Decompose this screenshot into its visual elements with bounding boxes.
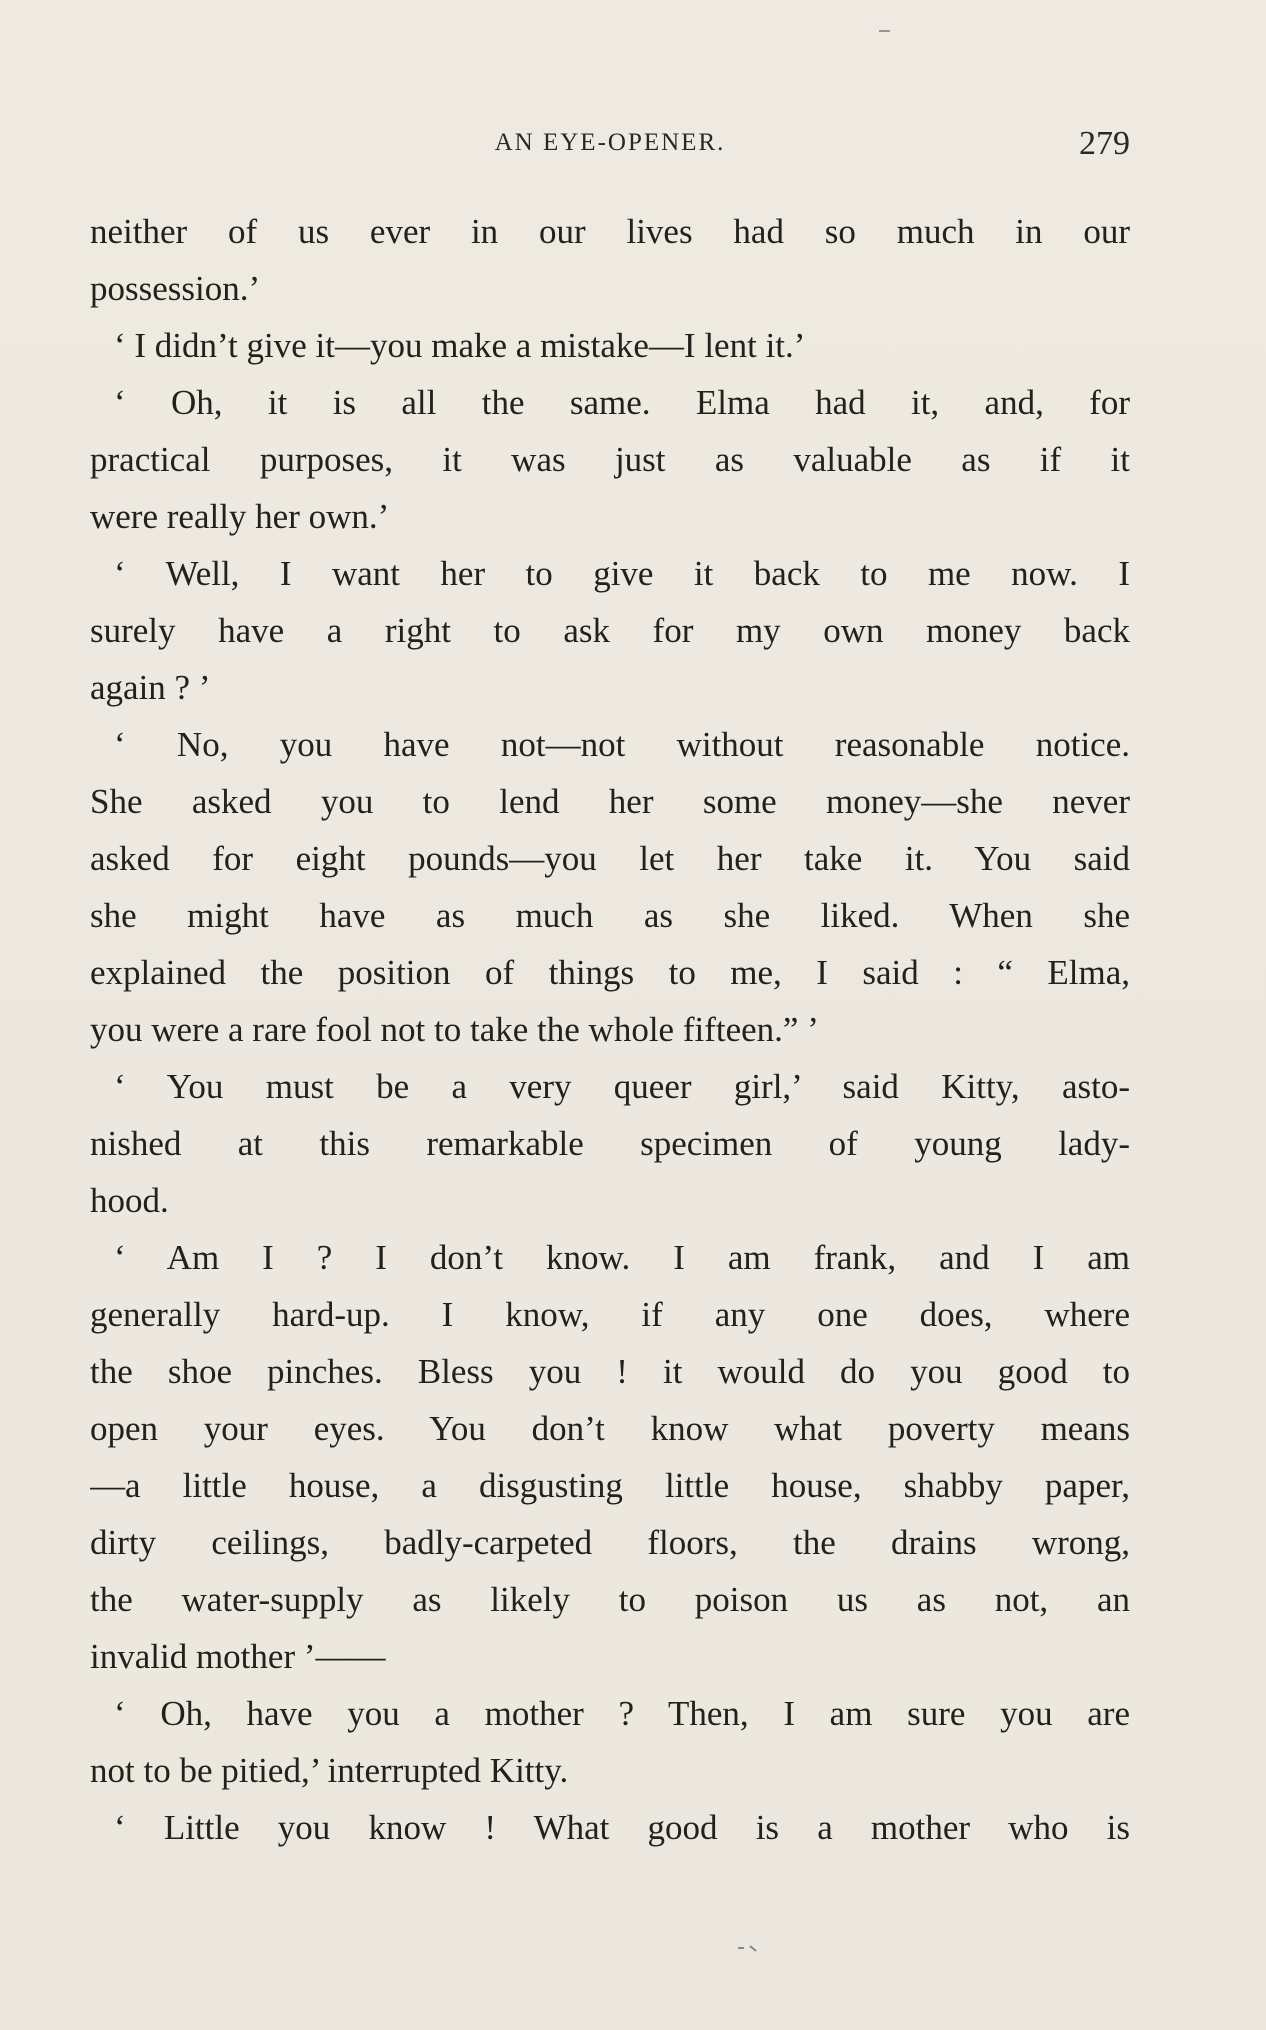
text-line: ‘ I didn’t give it—you make a mistake—I lent it.’ (114, 326, 806, 365)
text-line: not to be pitied,’ interrupted Kitty. (90, 1751, 569, 1790)
text-line: the shoe pinches. Bless you ! it would do you good to (90, 1352, 1130, 1391)
running-title: AN EYE-OPENER. (494, 129, 726, 156)
text-line: explained the position of things to me, I said : “ Elma, (90, 953, 1130, 992)
text-line: ‘ You must be a very queer girl,’ said Kitty, asto- (114, 1067, 1130, 1106)
text-line: ‘ Well, I want her to give it back to me now. I (114, 554, 1130, 593)
text-line: asked for eight pounds—you let her take it. You said (90, 839, 1130, 878)
text-line: nished at this remarkable specimen of young lady- (90, 1124, 1130, 1163)
text-line: dirty ceilings, badly-carpeted floors, the drains wrong, (90, 1523, 1130, 1562)
text-line: surely have a right to ask for my own money back (90, 611, 1130, 650)
text-line: the water-supply as likely to poison us as not, an (90, 1580, 1130, 1619)
paper-speck-mark (878, 28, 892, 34)
text-line: were really her own.’ (90, 497, 390, 536)
text-line: ‘ Little you know ! What good is a mother who is (114, 1808, 1130, 1847)
text-line: ‘ Oh, it is all the same. Elma had it, and, for (114, 383, 1130, 422)
running-head (90, 125, 1130, 165)
text-line: again ? ’ (90, 668, 211, 707)
text-line: She asked you to lend her some money—she never (90, 782, 1130, 821)
body-text (90, 203, 1130, 1856)
text-line: neither of us ever in our lives had so much in our (90, 212, 1130, 251)
text-line: generally hard-up. I know, if any one does, where (90, 1295, 1130, 1334)
text-line: she might have as much as she liked. When she (90, 896, 1130, 935)
page-number: 279 (1079, 125, 1130, 162)
text-line: ‘ Am I ? I don’t know. I am frank, and I am (114, 1238, 1130, 1277)
text-line: invalid mother ’—— (90, 1637, 386, 1676)
text-line: possession.’ (90, 269, 261, 308)
paper-speck-mark (736, 1942, 776, 1954)
text-line: practical purposes, it was just as valuable as if it (90, 440, 1130, 479)
text-line: ‘ No, you have not—not without reasonable notice. (114, 725, 1130, 764)
text-line: hood. (90, 1181, 169, 1220)
text-line: ‘ Oh, have you a mother ? Then, I am sure you are (114, 1694, 1130, 1733)
text-line: you were a rare fool not to take the whole fifteen.” ’ (90, 1010, 819, 1049)
text-line: —a little house, a disgusting little house, shabby paper, (90, 1466, 1130, 1505)
text-line: open your eyes. You don’t know what poverty means (90, 1409, 1130, 1448)
